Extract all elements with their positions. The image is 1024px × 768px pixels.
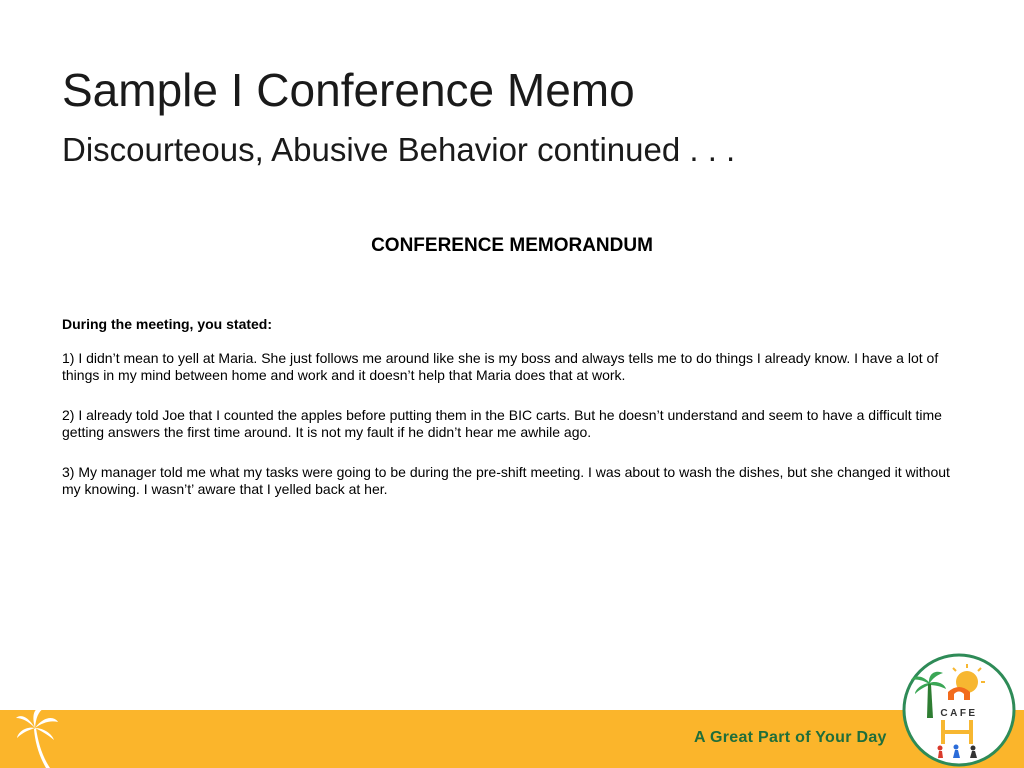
palm-tree-icon (14, 706, 62, 768)
memo-heading: CONFERENCE MEMORANDUM (371, 235, 653, 256)
memo-paragraph-3: 3) My manager told me what my tasks were going to be during the pre-shift meeting. I was about to wash the dishes, but she changed it without my knowing. I wasn’t’ aware that I yelled back at her. (62, 464, 950, 497)
slide-title: Sample I Conference Memo (62, 64, 635, 116)
logo-text: CAFE (940, 708, 978, 719)
memo-body (62, 316, 967, 521)
memo-paragraph-1: 1) I didn’t mean to yell at Maria. She just follows me around like she is my boss and always tells me to do things I already know. I have a lot of things in my mind between home and work and it doesn’t help that Maria does that at work. (62, 350, 939, 383)
cafe-logo-icon (901, 652, 1017, 768)
memo-intro: During the meeting, you stated: (62, 316, 273, 332)
memo-paragraph-2: 2) I already told Joe that I counted the apples before putting them in the BIC carts. But he doesn’t understand and seem to have a difficult time getting answers the first time around. It is not my fault if he didn’t hear me awhile ago. (62, 407, 942, 440)
footer-tagline: A Great Part of Your Day (694, 729, 887, 746)
slide-subtitle: Discourteous, Abusive Behavior continued . . . (62, 131, 736, 168)
